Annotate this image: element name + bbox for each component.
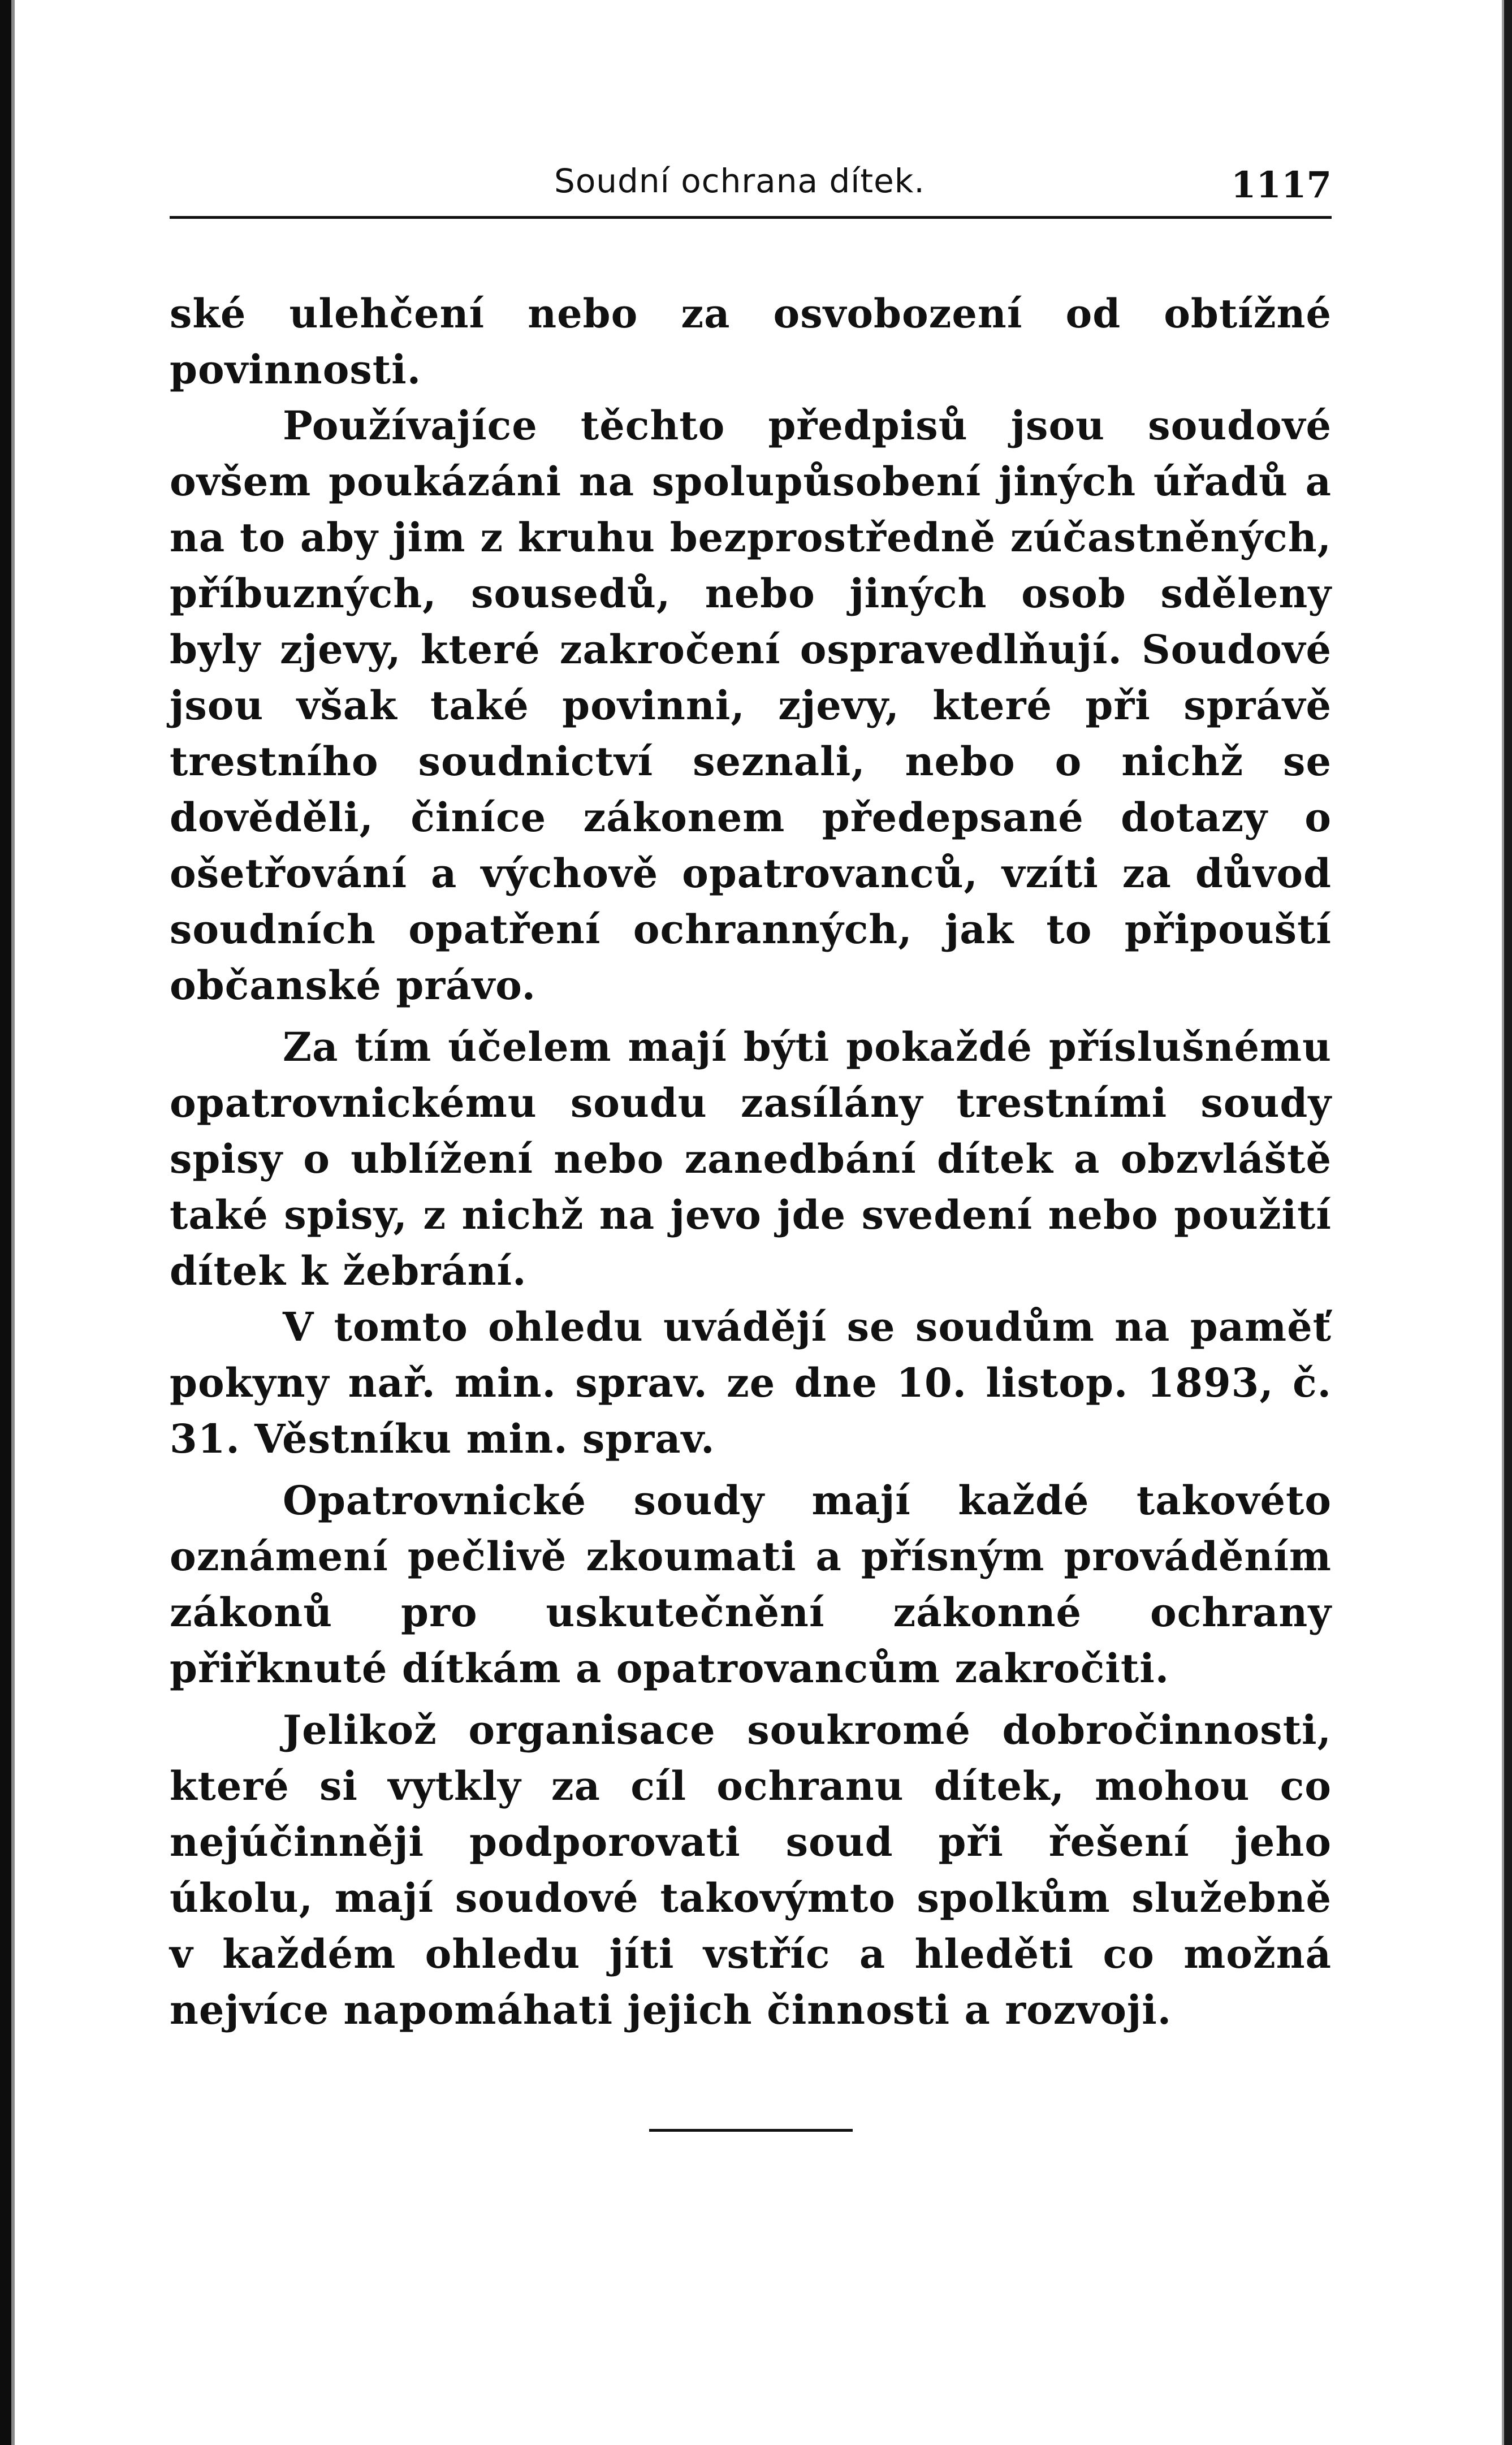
paragraph: Používajíce těchto předpisů jsou soudové ovšem poukázáni na spolupůsobení jiných úřadů a na to aby jim z kruhu bezprostředně zúčastněných, příbuzných, sousedů, nebo jiných osob sděleny byly zjevy, které zakročení ospravedlňují. Soudové jsou však také povinni, zjevy, které při správě trestního soudnictví seznali, nebo o nichž se dověděli, činíce zákonem předepsané dotazy o ošetřování a výchově opatrovanců, vzíti za důvod soudních opatření ochranných, jak to připouští občanské právo. [170,402,1332,1009]
page-header [170,152,1332,214]
scan-edge-right-shadow [1502,0,1504,2445]
page-number: 1117 [1230,164,1332,206]
scan-edge-right [1504,0,1512,2445]
paragraph-continued: ské ulehčení nebo za osvobození od obtížné povinnosti. [170,290,1332,393]
end-of-section-rule [649,2129,853,2132]
paragraph: Za tím účelem mají býti pokaždé příslušnému opatrovnickému soudu zasílány trestními soudy spisy o ublížení nebo zanedbání dítek a obzvláště také spisy, z nichž na jevo jde svedení nebo použití dítek k žebrání. [170,1023,1332,1294]
paragraph: Jelikož organisace soukromé dobročinnosti, které si vytkly za cíl ochranu dítek, mohou co nejúčinněji podporovati soud při řešení jeho úkolu, mají soudové takovýmto spolkům služebně v každém ohledu jíti vstříc a hleděti co možná nejvíce napomáhati jejich činnosti a rozvoji. [170,1707,1332,2033]
scan-edge-left [0,0,11,2445]
paragraph: V tomto ohledu uvádějí se soudům na paměť pokyny nař. min. sprav. ze dne 10. listop. 1893, č. 31. Věstníku min. sprav. [170,1303,1332,1462]
running-title: Soudní ochrana dítek. [554,162,925,200]
scan-edge-left-shadow [11,0,15,2445]
paragraph: Opatrovnické soudy mají každé takovéto oznámení pečlivě zkoumati a přísným prováděním zákonů pro uskutečnění zákonné ochrany přiřknuté dítkám a opatrovancům zakročiti. [170,1477,1332,1692]
header-rule [170,216,1332,219]
page-body [170,286,1332,2038]
